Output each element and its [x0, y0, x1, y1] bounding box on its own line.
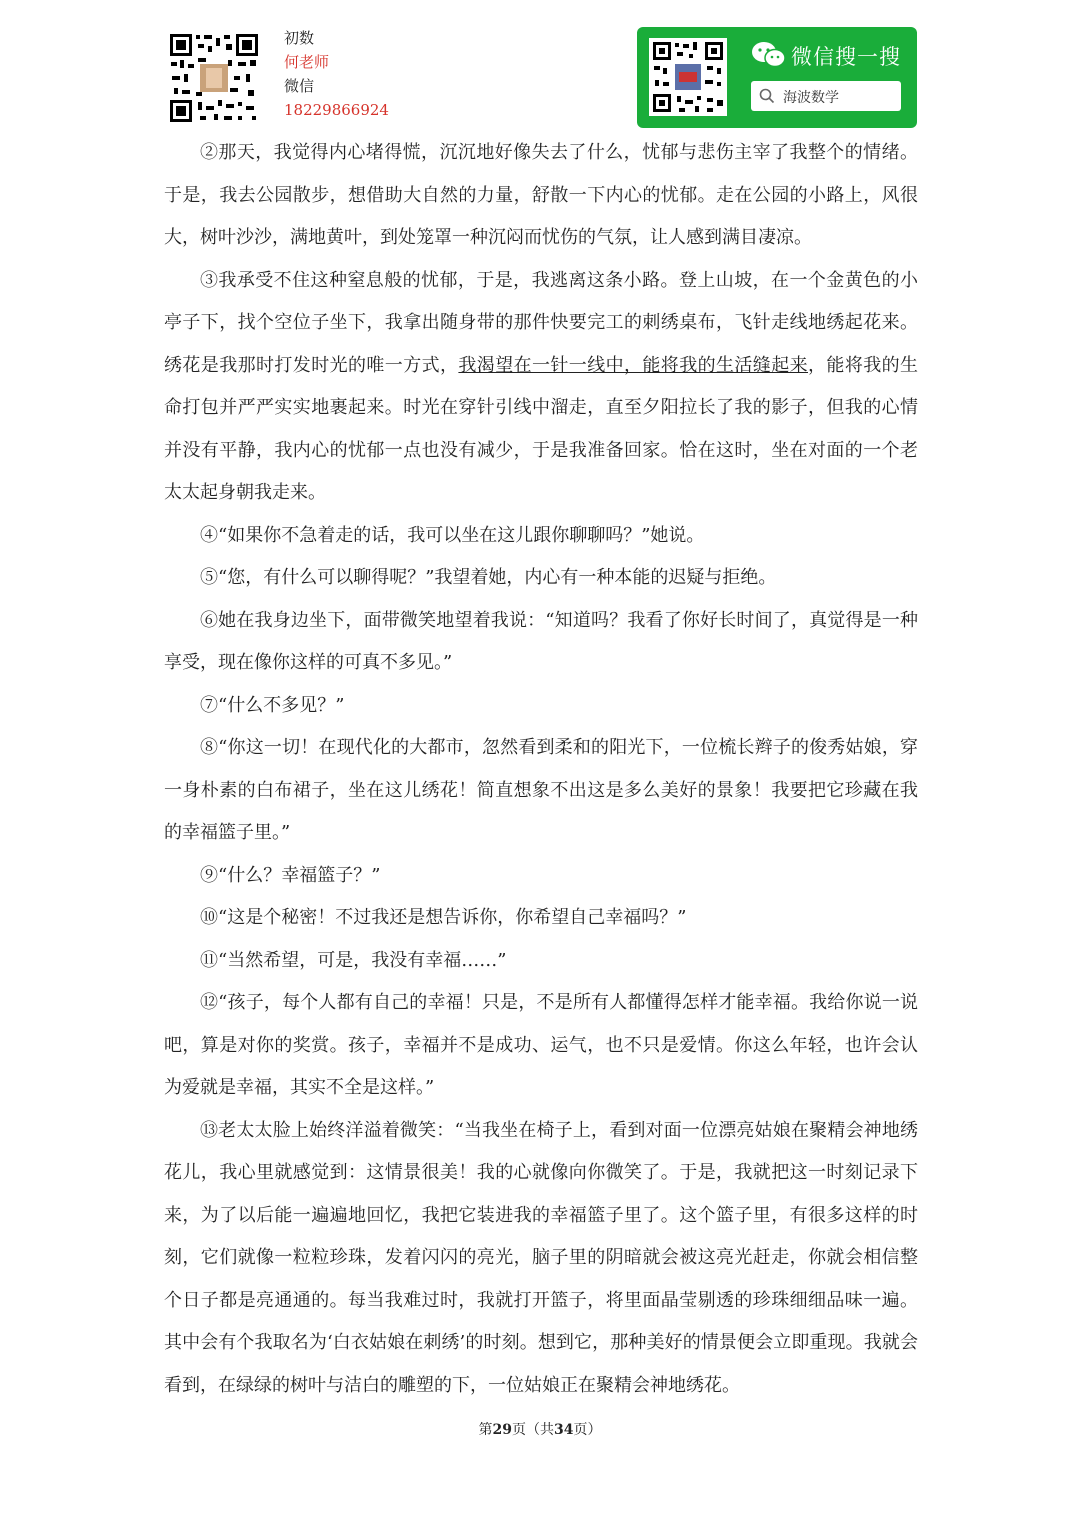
paragraph-5: ⑤“您，有什么可以聊得呢？”我望着她，内心有一种本能的迟疑与拒绝。 — [200, 567, 777, 588]
paragraph-3-before: ③我承受不住这种窒息般的忧郁，于是，我逃离这条小路。登上山坡，在一个金黄色的小亭子下，找个空位子坐下，我拿出随身带的那件快要完工的刺绣桌布，飞针走线地绣起花来。绣花是我那时打发时光的唯一方式， — [164, 269, 918, 376]
wechat-search-card — [637, 27, 917, 128]
paragraph-11: ⑪“当然希望，可是，我没有幸福……” — [200, 949, 507, 971]
paragraph-12: ⑫“孩子，每个人都有自己的幸福！只是，不是所有人都懂得怎样才能幸福。我给你说一说吧，算是对你的奖赏。孩子，幸福并不是成功、运气，也不只是爱情。你这么年轻，也许会认为爱就是幸福，其实不全是这样。” — [164, 992, 918, 1098]
paragraph-10: ⑩“这是个秘密！不过我还是想告诉你，你希望自己幸福吗？” — [200, 907, 687, 928]
qr-code-wechat — [649, 38, 727, 116]
paragraph-3-after: ，能将我的生命打包并严严实实地裹起来。时光在穿针引线中溜走，直至夕阳拉长了我的影子，但我的心情并没有平静，我内心的忧郁一点也没有减少，于是我准备回家。恰在这时，坐在对面的一个老太太起身朝我走来。 — [164, 354, 919, 503]
paragraph-13: ⑬老太太脸上始终洋溢着微笑：“当我坐在椅子上，看到对面一位漂亮姑娘在聚精会神地绣花儿，我心里就感觉到：这情景很美！我的心就像向你微笑了。于是，我就把这一时刻记录下来，为了以后能一遍遍地回忆，我把它装进我的幸福篮子里了。这个篮子里，有很多这样的时刻，它们就像一粒粒珍珠，发着闪闪的亮光，脑子里的阴暗就会被这亮光赶走，你就会相信整个日子都是亮通通的。每当我难过时，我就打开篮子，将里面晶莹剔透的珍珠细细品味一遍。其中会有个我取名为‘白衣姑娘在刺绣’的时刻。想到它，那种美好的情景便会立即重现。我就会看到，在绿绿的树叶与洁白的雕塑的下，一位姑娘正在聚精会神地绣花。 — [164, 1119, 918, 1396]
footer-prefix: 第 — [478, 1422, 493, 1438]
contact-phone: 18229866924 — [284, 101, 389, 119]
paragraph-9: ⑨“什么？幸福篮子？” — [200, 864, 381, 886]
paragraph-6: ⑥她在我身边坐下，面带微笑地望着我说：“知道吗？我看了你好长时间了，真觉得是一种享受，现在像你这样的可真不多见。” — [164, 609, 918, 673]
paragraph-2: ②那天，我觉得内心堵得慌，沉沉地好像失去了什么，忧郁与悲伤主宰了我整个的情绪。于是，我去公园散步，想借助大自然的力量，舒散一下内心的忧郁。走在公园的小路上，风很大，树叶沙沙，满地黄叶，到处笼罩一种沉闷而忧伤的气氛，让人感到满目凄凉。 — [164, 142, 918, 248]
wechat-search-text: 海波数学 — [783, 90, 839, 106]
wechat-logo-icon — [751, 41, 787, 69]
contact-teacher: 何老师 — [284, 53, 330, 71]
paragraph-8: ⑧“你这一切！在现代化的大都市，忽然看到柔和的阳光下，一位梳长辫子的俊秀姑娘，穿一身朴素的白布裙子，坐在这儿绣花！简直想象不出这是多么美好的景象！我要把它珍藏在我的幸福篮子里。” — [164, 737, 918, 843]
footer-total-pages: 34 — [554, 1422, 574, 1438]
footer-middle: 页（共 — [512, 1422, 554, 1438]
paragraph-4: ④“如果你不急着走的话，我可以坐在这儿跟你聊聊吗？”她说。 — [200, 524, 705, 546]
search-icon — [759, 88, 775, 104]
wechat-search-box[interactable] — [751, 81, 901, 111]
article-body — [164, 132, 918, 1407]
wechat-title-text: 微信搜一搜 — [791, 45, 901, 69]
footer-suffix: 页） — [573, 1422, 602, 1438]
paragraph-7: ⑦“什么不多见？” — [200, 694, 345, 716]
contact-subject: 初数 — [284, 29, 315, 47]
contact-info — [284, 26, 389, 122]
footer-page-number: 29 — [492, 1422, 512, 1438]
paragraph-3 — [164, 260, 918, 515]
contact-wechat-label: 微信 — [284, 77, 315, 95]
page-footer — [0, 1419, 1080, 1439]
underlined-sentence: 我渴望在一针一线中，能将我的生活缝起来 — [458, 354, 809, 376]
qr-code-left — [168, 32, 260, 124]
